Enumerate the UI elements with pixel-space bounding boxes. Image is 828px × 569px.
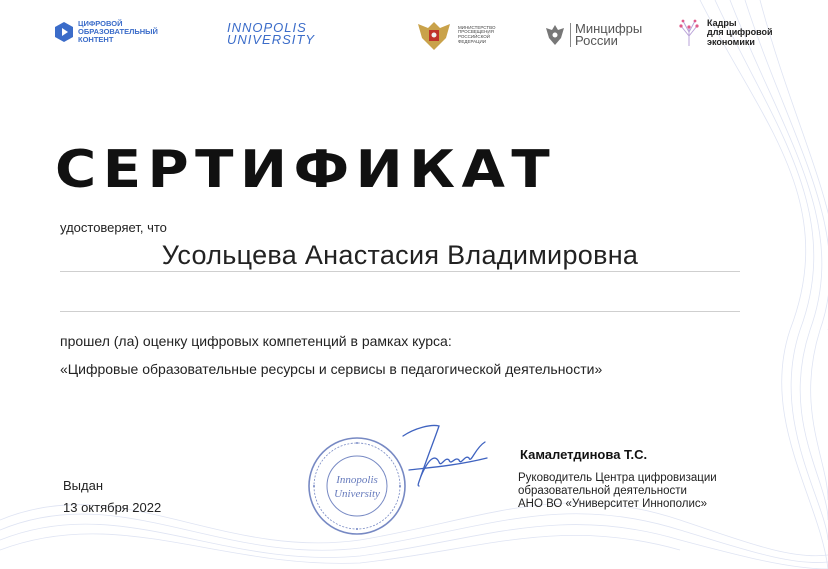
mincifry-logo bbox=[544, 22, 642, 48]
cdc-logo bbox=[54, 20, 158, 44]
issued-label: Выдан bbox=[63, 478, 104, 493]
certificate-title: СЕРТИФИКАТ bbox=[55, 140, 557, 200]
eagle-icon bbox=[544, 22, 566, 48]
coat-of-arms-icon bbox=[414, 18, 454, 52]
course-intro-text: прошел (ла) оценку цифровых компетенций в рамках курса: bbox=[60, 333, 452, 349]
issued-date: 13 октября 2022 bbox=[63, 500, 162, 515]
signer-role-line: Руководитель Центра цифровизации bbox=[518, 472, 717, 484]
divider-line bbox=[60, 311, 740, 312]
handwritten-signature bbox=[395, 418, 495, 490]
svg-text:Innopolis: Innopolis bbox=[336, 474, 378, 486]
signer-role bbox=[518, 472, 717, 512]
svg-text:University: University bbox=[334, 488, 380, 500]
signer-role-line: образовательной деятельности bbox=[518, 485, 687, 498]
tree-network-icon bbox=[677, 18, 701, 48]
certifies-that-text: удостоверяет, что bbox=[60, 220, 167, 235]
play-hexagon-icon bbox=[54, 21, 74, 43]
partner-logos bbox=[0, 14, 828, 60]
course-name: «Цифровые образовательные ресурсы и сервисы в педагогической деятельности» bbox=[60, 361, 603, 377]
name-underline bbox=[60, 271, 740, 272]
kadry-logo-text: Кадры для цифровой экономики bbox=[707, 17, 773, 47]
signer-role-line: АНО ВО «Университет Иннополис» bbox=[518, 498, 708, 511]
recipient-name: Усольцева Анастасия Владимировна bbox=[161, 240, 639, 270]
ministry-logo-text: МИНИСТЕРСТВО ПРОСВЕЩЕНИЯ РОССИЙСКОЙ ФЕДЕРАЦИИ bbox=[458, 24, 496, 44]
university-stamp bbox=[306, 435, 408, 537]
kadry-logo bbox=[677, 18, 773, 48]
innopolis-logo bbox=[227, 22, 315, 45]
ministry-logo bbox=[414, 18, 495, 52]
innopolis-logo-text: INNOPOLIS UNIVERSITY bbox=[227, 20, 316, 47]
cdc-logo-text: ЦИФРОВОЙ ОБРАЗОВАТЕЛЬНЫЙ КОНТЕНТ bbox=[78, 19, 158, 44]
signer-name: Камалетдинова Т.С. bbox=[520, 447, 648, 462]
mincifry-logo-text: Минцифры России bbox=[570, 23, 642, 48]
